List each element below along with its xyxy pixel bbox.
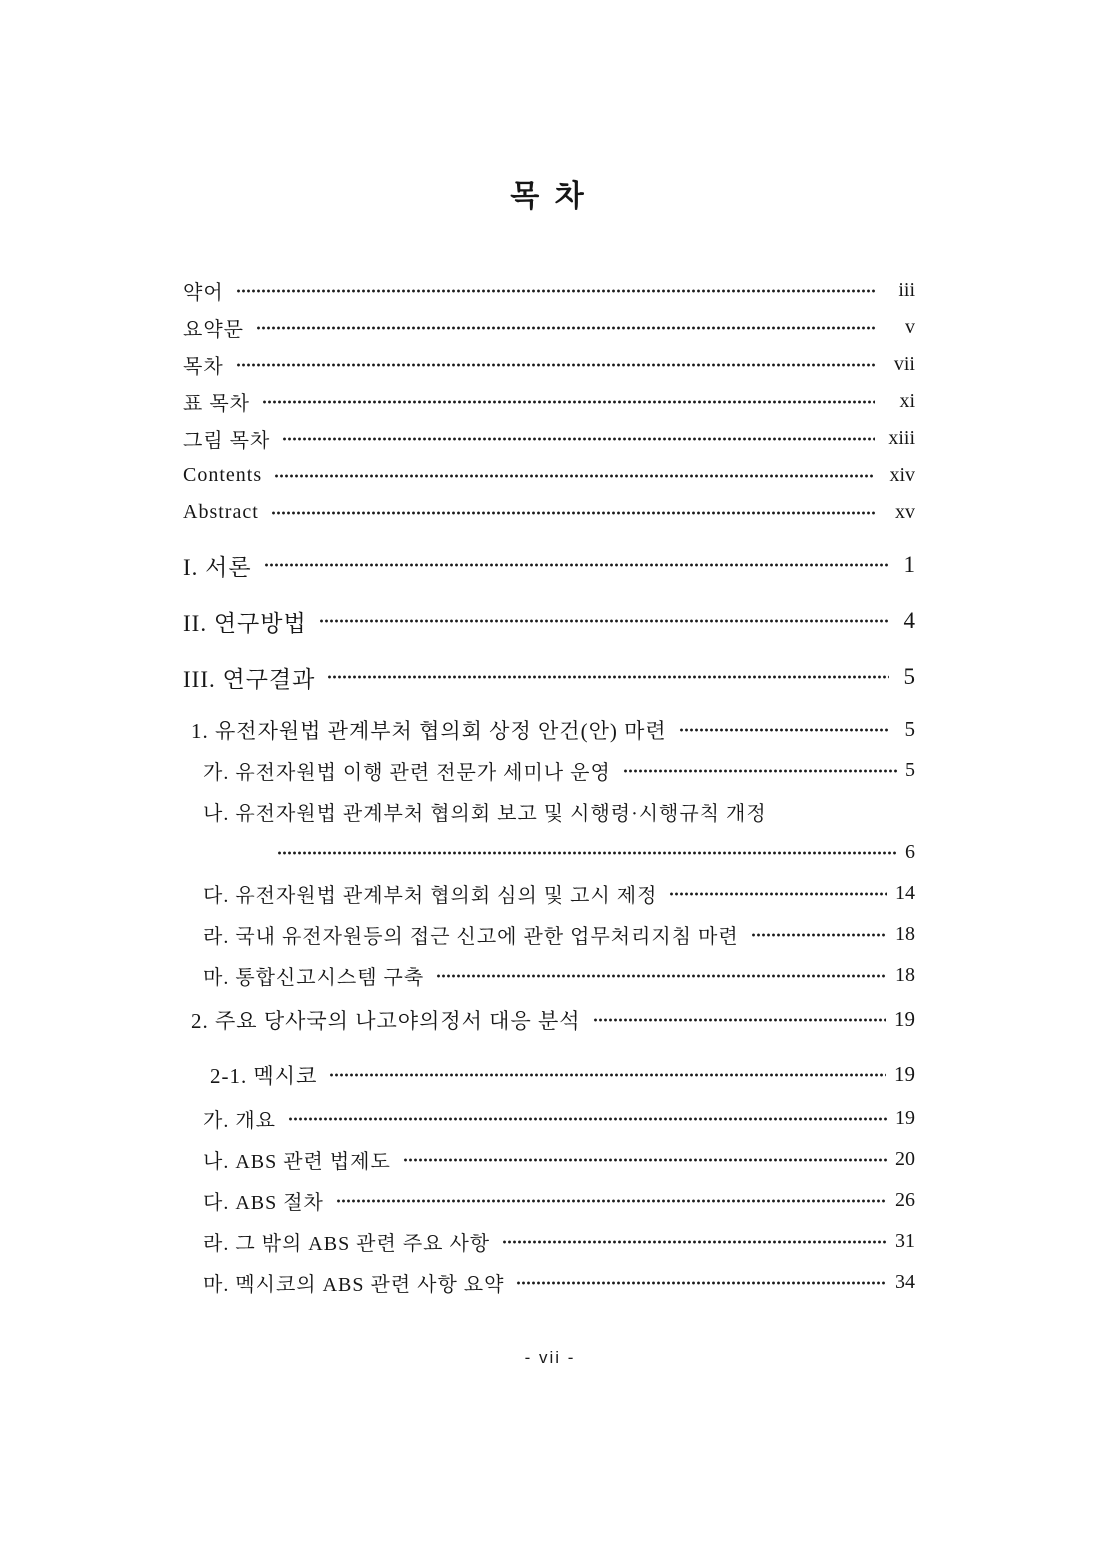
toc-row: [183, 955, 915, 996]
toc-entry-label: Abstract: [183, 501, 259, 523]
toc-entry-label: 약어: [183, 282, 224, 304]
toc-row: [183, 649, 915, 705]
toc-entry-label: 라. 그 밖의 ABS 관련 주요 사항: [203, 1233, 491, 1255]
toc-entry-label: 나. ABS 관련 법제도: [203, 1151, 391, 1173]
toc-row: [183, 1262, 915, 1303]
toc-entry-page: 6: [905, 841, 915, 863]
dotted-leader: [327, 675, 889, 679]
toc-row: [183, 1139, 915, 1180]
dotted-leader: [282, 437, 875, 441]
toc-entry-page: xi: [899, 390, 915, 412]
toc-row: [183, 457, 915, 494]
toc-entry-page: 26: [895, 1189, 915, 1211]
toc-entry-page: v: [905, 316, 915, 338]
section-block: [183, 709, 915, 1303]
toc-row: [183, 709, 915, 750]
dotted-leader: [436, 974, 887, 978]
toc-entry-label: 요약문: [183, 319, 244, 341]
toc-entry-page: 19: [894, 1007, 915, 1031]
dotted-leader: [593, 1018, 886, 1022]
toc-entry-label: II. 연구방법: [183, 610, 307, 636]
page-title: 목 차: [510, 180, 588, 213]
toc-entry-label: 마. 멕시코의 ABS 관련 사항 요약: [203, 1274, 505, 1296]
toc-row: [183, 791, 915, 832]
page-number-footer: - vii -: [524, 1348, 576, 1367]
toc-entry-label: I. 서론: [183, 554, 252, 580]
dotted-leader: [502, 1240, 887, 1244]
dotted-leader: [336, 1199, 887, 1203]
toc-row: [183, 537, 915, 593]
toc-entry-page: 18: [895, 923, 915, 945]
chapter-block: [183, 537, 915, 705]
toc-entry-page: 20: [895, 1148, 915, 1170]
toc-entry-label: 마. 통합신고시스템 구축: [203, 967, 425, 989]
dotted-leader: [271, 511, 875, 515]
toc-entry-label: 표 목차: [183, 393, 250, 415]
dotted-leader: [236, 289, 875, 293]
toc-entry-label: 2-1. 멕시코: [210, 1063, 318, 1088]
toc-row: [183, 309, 915, 346]
dotted-leader: [679, 728, 889, 732]
toc-entry-label: Contents: [183, 464, 263, 486]
dotted-leader: [262, 400, 875, 404]
toc-entry-page: xv: [895, 501, 915, 523]
toc-row-continuation: [183, 832, 915, 873]
dotted-leader: [751, 933, 887, 937]
toc-row: [183, 750, 915, 791]
toc-entry-label: 1. 유전자원법 관계부처 협의회 상정 안건(안) 마련: [191, 718, 667, 743]
dotted-leader: [236, 363, 875, 367]
dotted-leader: [264, 563, 889, 567]
toc-entry-label: III. 연구결과: [183, 666, 316, 692]
toc-row: [183, 593, 915, 649]
toc-entry-page: 14: [895, 882, 915, 904]
toc-row: [183, 494, 915, 531]
toc-entry-page: 31: [895, 1230, 915, 1252]
toc-row: [183, 383, 915, 420]
toc-entry-label: 가. 개요: [203, 1110, 276, 1132]
dotted-leader: [669, 892, 887, 896]
toc-entry-label: 다. ABS 절차: [203, 1192, 324, 1214]
toc-entry-label: 나. 유전자원법 관계부처 협의회 보고 및 시행령·시행규칙 개정: [203, 803, 767, 825]
toc-entry-label: 그림 목차: [183, 430, 271, 452]
toc-entry-page: 19: [895, 1107, 915, 1129]
toc-column: [183, 0, 915, 1303]
toc-entry-page: xiv: [889, 464, 915, 486]
front-matter-block: [183, 272, 915, 531]
dotted-leader: [319, 619, 889, 623]
toc-entry-page: vii: [893, 353, 915, 375]
toc-entry-label: 다. 유전자원법 관계부처 협의회 심의 및 고시 제정: [203, 885, 658, 907]
dotted-leader: [403, 1158, 887, 1162]
dotted-leader: [329, 1073, 886, 1077]
toc-row: [183, 272, 915, 309]
toc-entry-page: 5: [905, 759, 915, 781]
toc-entry-label: 라. 국내 유전자원등의 접근 신고에 관한 업무처리지침 마련: [203, 926, 739, 948]
toc-entry-page: 5: [903, 664, 915, 689]
dotted-leader: [256, 326, 875, 330]
toc-entry-page: 5: [904, 717, 915, 741]
dotted-leader: [274, 474, 875, 478]
dotted-leader: [288, 1117, 887, 1121]
dotted-leader: [623, 769, 897, 773]
toc-row: [183, 1221, 915, 1262]
toc-row: [183, 1180, 915, 1221]
toc-row: [183, 1098, 915, 1139]
toc-entry-page: 4: [903, 608, 915, 633]
toc-entry-page: xiii: [888, 427, 915, 449]
toc-entry-label: 가. 유전자원법 이행 관련 전문가 세미나 운영: [203, 762, 611, 784]
toc-row: [183, 346, 915, 383]
toc-entry-label: 목차: [183, 356, 224, 378]
toc-entry-page: iii: [898, 279, 915, 301]
toc-entry-page: 34: [895, 1271, 915, 1293]
toc-row: [183, 873, 915, 914]
dotted-leader: [516, 1281, 887, 1285]
toc-row: [183, 1051, 915, 1098]
toc-entry-page: 18: [895, 964, 915, 986]
toc-entry-label: 2. 주요 당사국의 나고야의정서 대응 분석: [191, 1008, 581, 1033]
dotted-leader: [277, 851, 897, 855]
toc-entry-page: 1: [903, 552, 915, 577]
toc-row: [183, 996, 915, 1043]
toc-row: [183, 420, 915, 457]
toc-entry-page: 19: [894, 1062, 915, 1086]
toc-row: [183, 914, 915, 955]
